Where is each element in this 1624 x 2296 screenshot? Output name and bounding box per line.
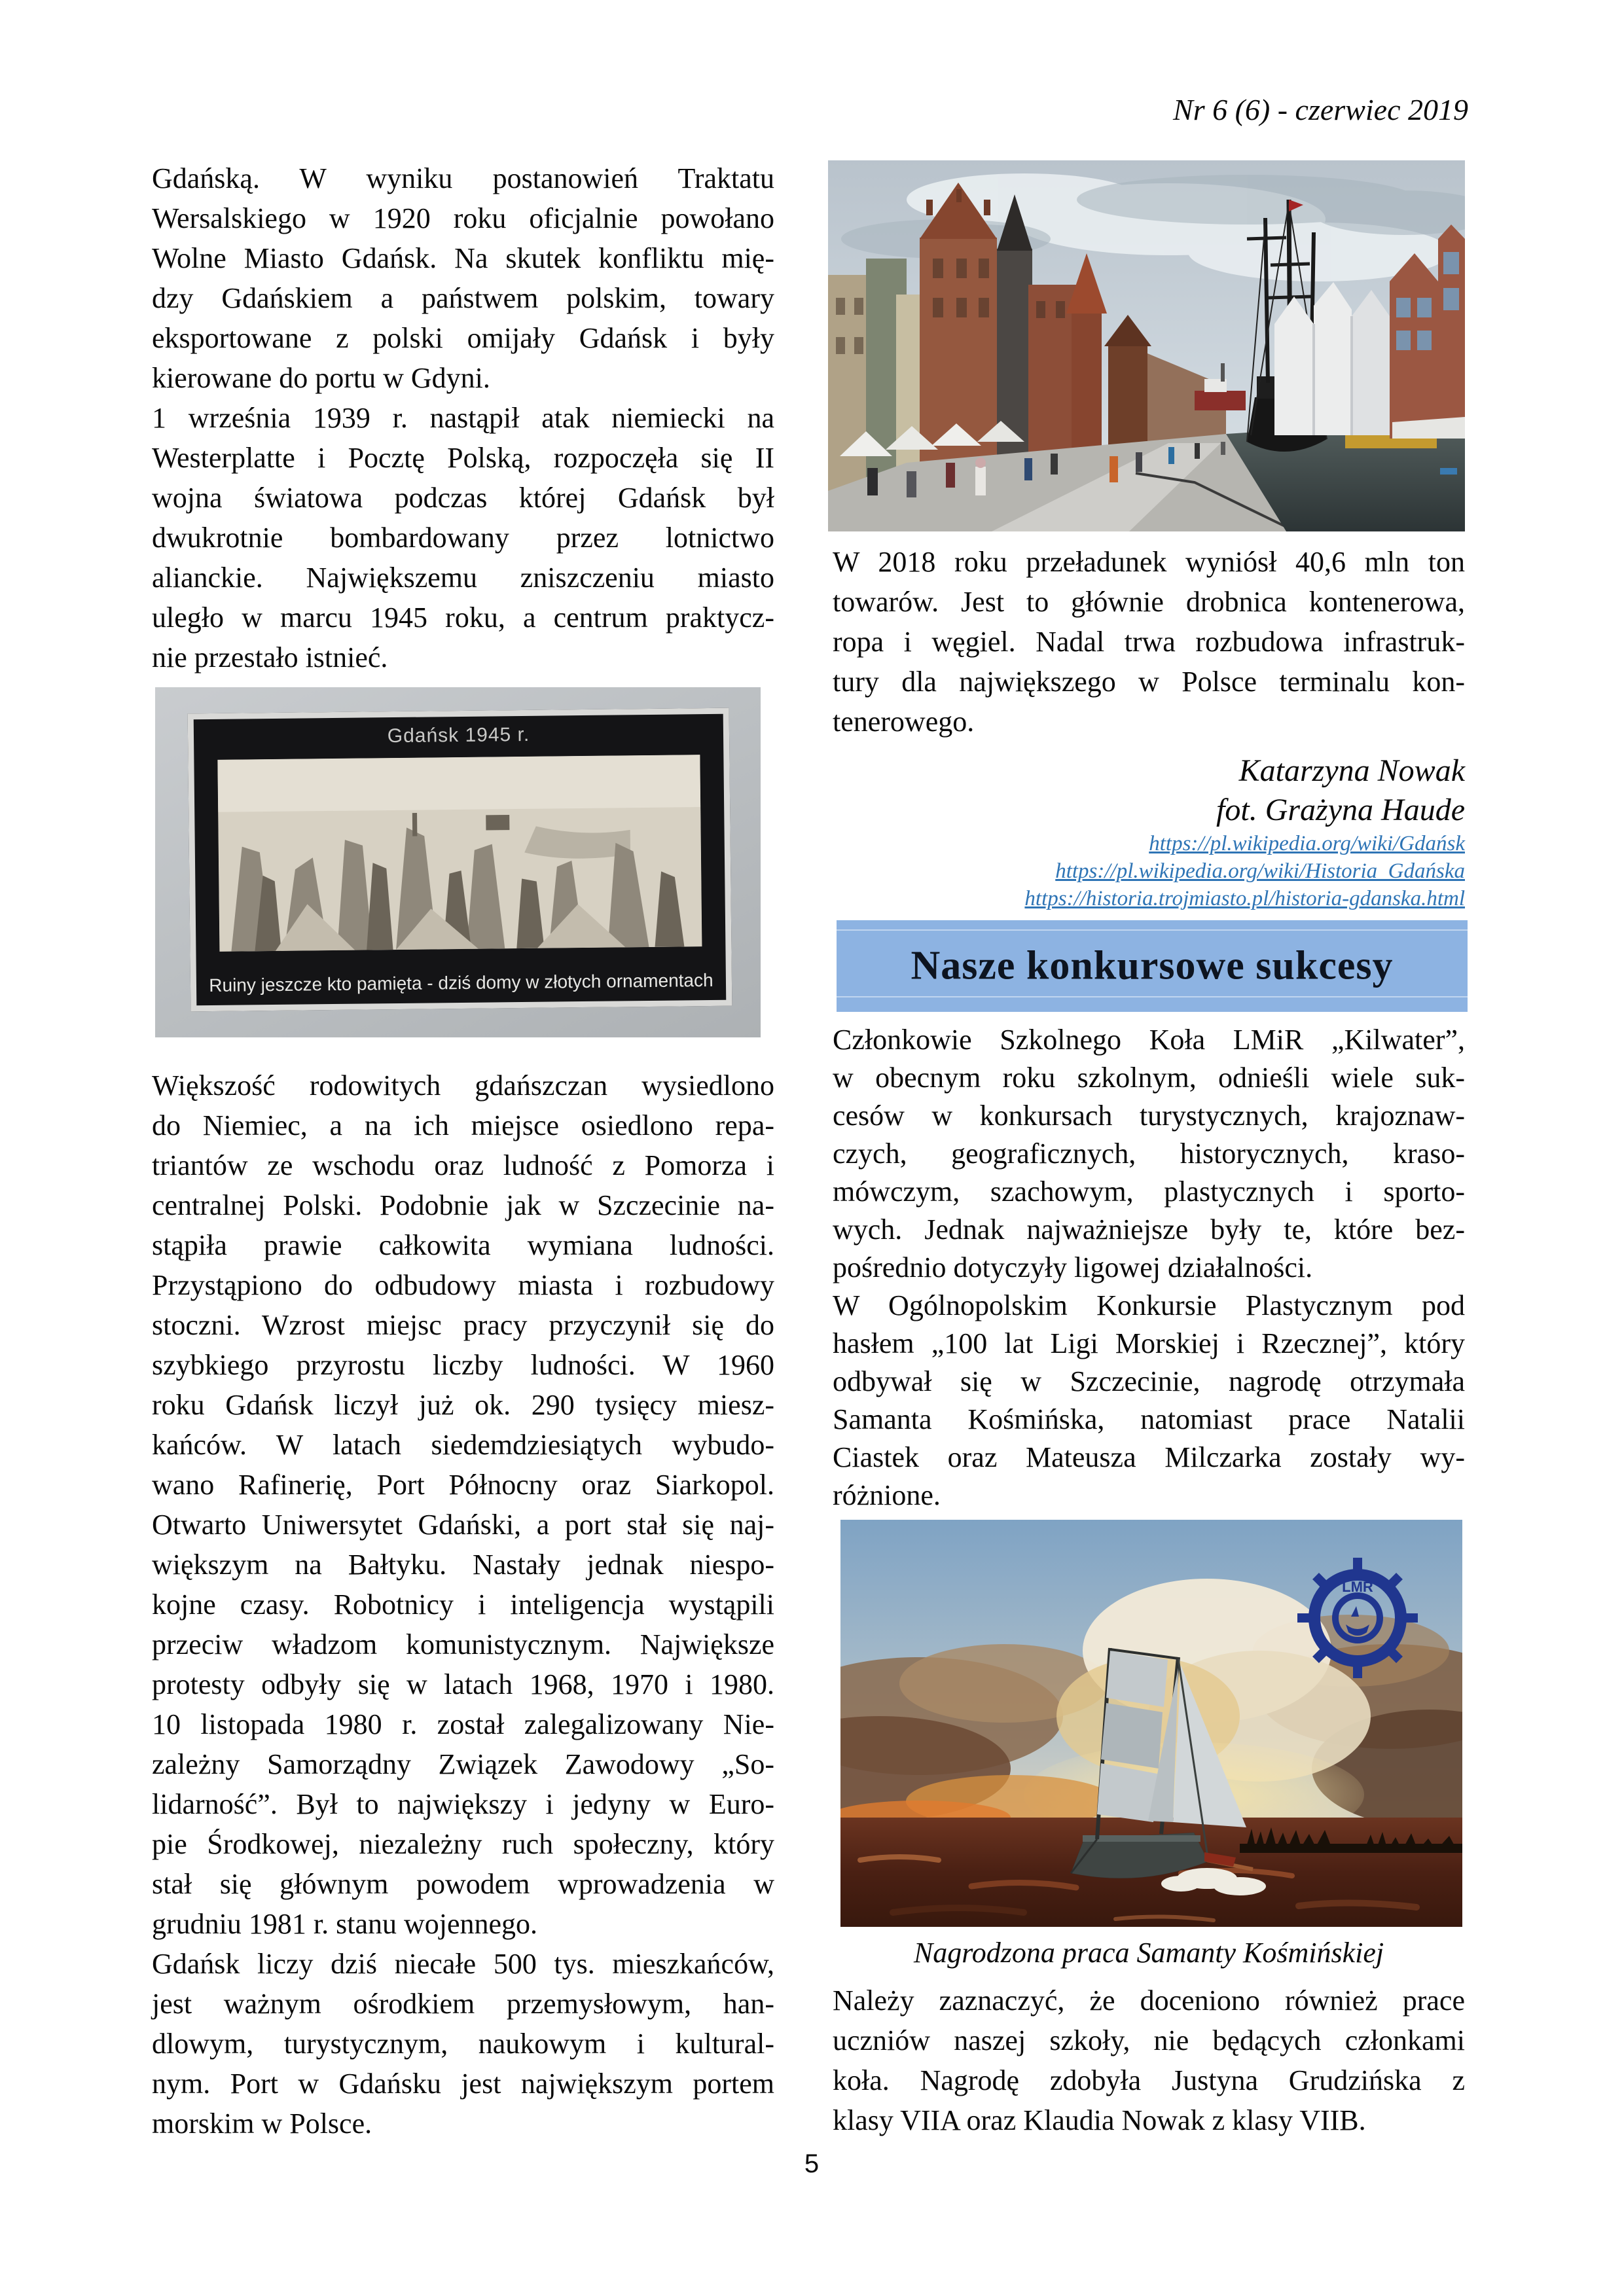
ruins-photo [217, 755, 702, 952]
small-boat [1440, 468, 1457, 475]
section-title: Nasze konkursowe sukcesy [911, 943, 1394, 988]
paragraph-today: Gdańsk liczy dziś niecałe 500 tys. mieszkańców, jest ważnym ośrodkiem przemysłowym, han- dlowym, turystycznym, naukowym i kultural- nym. Port w Gdańsku jest największym portem morskim w Polsce. [152, 1948, 774, 2140]
logo-letters: LMR [1342, 1579, 1373, 1595]
right-paragraph-port: W 2018 roku przeładunek wyniósł 40,6 mln ton towarów. Jest to głównie drobnica kontenerowa, ropa i węgiel. Nadal trwa rozbudowa infrastruk- tury dla największego w Polsce terminalu kon- tenerowego. [833, 546, 1465, 738]
painting-illustration [840, 1520, 1462, 1927]
byline: Katarzyna Nowak fot. Grażyna Haude [1216, 753, 1465, 827]
right-paragraph-successes [833, 1021, 1465, 1515]
paragraph-ww2: 1 września 1939 r. nastąpił atak niemiecki na Westerplatte i Pocztę Polską, rozpoczęła się II wojna światowa podczas której Gdańsk był dwukrotnie bombardowany przez lotnictwo alianckie. Największemu zniszczeniu miasto uległo w marcu 1945 roku, a centrum praktycz- nie przestało istnieć. [152, 402, 774, 673]
right-paragraph-other-awards: Należy zaznaczyć, że doceniono również prace uczniów naszej szkoły, nie będących członkami koła. Nagrodę zdobyła Justyna Grudzińska z klasy VIIA oraz Klaudia Nowak z klasy VIIB. [833, 1984, 1465, 2136]
banner-photo-caption: Ruiny jeszcze kto pamięta - dziś domy w złotych ornamentach [209, 969, 713, 996]
photo-gdansk-1945 [155, 687, 761, 1037]
page-number: 5 [804, 2149, 820, 2178]
awarded-painting [840, 1520, 1462, 1927]
ruins-illustration [217, 755, 702, 952]
paragraph-postwar: Większość rodowitych gdańszczan wysiedlono do Niemiec, a na ich miejsce osiedlono repa- triantów ze wschodu oraz ludność z Pomorza i centralnej Polski. Podobnie jak w Szczecinie na- stąpiła prawie całkowita wymiana ludności. Przystąpiono do odbudowy miasta i rozbudowy stoczni. Wzrost miejsc pracy przyczynił się do szybkiego przyrostu liczby ludności. W 1960 roku Gdańsk liczył już ok. 290 tysięcy miesz- kańców. W latach siedemdziesiątych wybudo- wano Rafinerię, Port Północny oraz Siarkopol. Otwarto Uniwersytet Gdański, a port stał się naj- większym na Bałtyku. Nastały jednak niespo- kojne czasy. Robotnicy i inteligencja wystąpili przeciw władzom komunistycznym. Największe protesty odbyły się w latach 1968, 1970 i 1980. 10 listopada 1980 r. został zalegalizowany Nie- zależny Samorządny Związek Zawodowy „So- lidarność”. Był to największy i jedyny w Euro- pie Środkowej, niezależny ruch społeczny, który stał się głównym powodem wprowadzenia w grudniu 1981 r. stanu wojennego. [152, 1069, 774, 1940]
paragraph-contest: W Ogólnopolskim Konkursie Plastycznym pod hasłem „100 lat Ligi Morskiej i Rzecznej”, który odbywał się w Szczecinie, nagrodę otrzymała Samanta Kośmińska, natomiast prace Natalii Ciastek oraz Mateusza Milczarka zostały wy- różnione. [833, 1289, 1465, 1511]
paragraph-kilwater: Członkowie Szkolnego Koła LMiR „Kilwater”, w obecnym roku szkolnym, odnieśli wiele suk- cesów w konkursach turystycznych, krajoznaw- czych, geograficznych, historycznych, kraso- mówczym, szachowym, plastycznych i sporto- wych. Jednak najważniejsze były te, które bez- pośrednio dotyczyły ligowej działalności. [833, 1024, 1465, 1283]
left-column-bottom [152, 1066, 774, 2144]
banner-rule [837, 929, 1468, 931]
harbor-illustration [828, 160, 1465, 531]
painting-caption: Nagrodzona praca Samanty Kośmińskiej [913, 1937, 1384, 1969]
photo-gdansk-harbor [828, 160, 1465, 531]
paragraph-treaty: Gdańską. W wyniku postanowień Traktatu Wersalskiego w 1920 roku oficjalnie powołano Wolne Miasto Gdańsk. Na skutek konfliktu mię- dzy Gdańskiem a państwem polskim, towary eksportowane z polski omijały Gdańsk i były kierowane do portu w Gdyni. [152, 162, 774, 394]
banner-photo-title: Gdańsk 1945 r. [387, 723, 530, 747]
banner-rule [837, 996, 1468, 997]
banner-frame [188, 708, 732, 1012]
source-links[interactable]: https://pl.wikipedia.org/wiki/Gdańsk https://pl.wikipedia.org/wiki/Historia_Gdańska https://historia.trojmiasto.pl/historia-gdanska.html [1024, 832, 1465, 910]
section-banner [837, 920, 1468, 1012]
issue-header: Nr 6 (6) - czerwiec 2019 [1173, 93, 1468, 126]
left-column-top [152, 158, 774, 677]
